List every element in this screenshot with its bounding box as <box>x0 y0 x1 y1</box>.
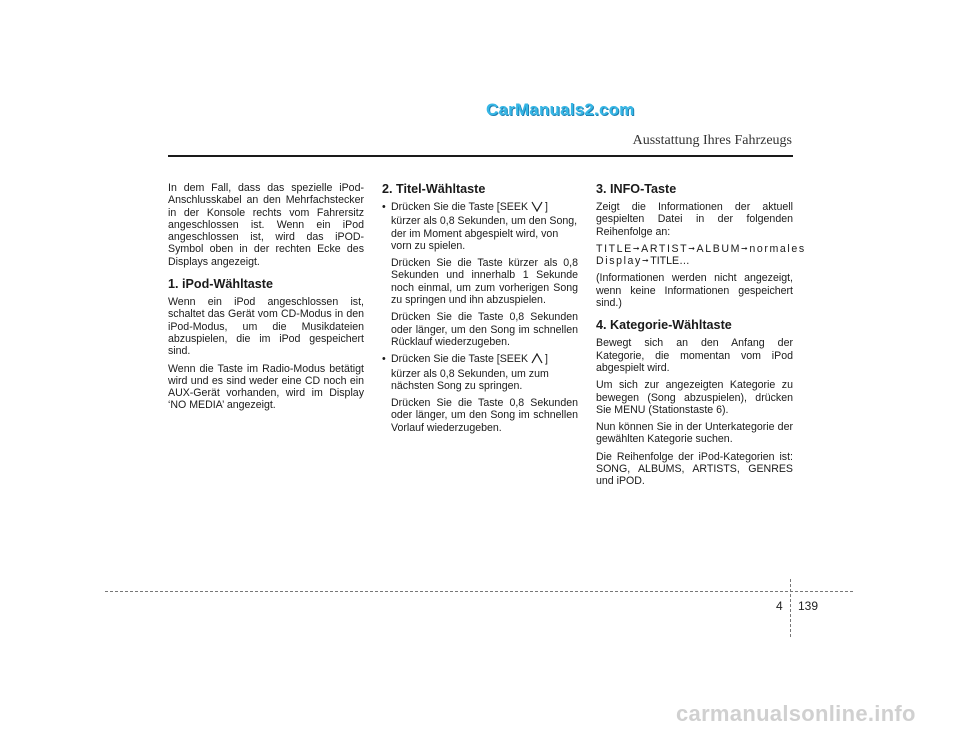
header-rule <box>168 155 793 157</box>
page-number: 139 <box>798 599 819 613</box>
section-title: Ausstattung Ihres Fahrzeugs <box>632 133 792 148</box>
column-3 <box>596 182 806 493</box>
seq-title: TITLE <box>596 242 633 255</box>
column-1 <box>168 182 364 417</box>
arrow-right-icon: ➞ <box>641 256 651 266</box>
seq-title-repeat: TITLE… <box>650 255 690 268</box>
seek-up-sub-1: Drücken Sie die Taste 0,8 Sekunden oder länger, um den Song im schnellen Vorlauf wiederzugeben. <box>391 397 578 434</box>
info-button-heading: 3. INFO-Taste <box>596 182 677 196</box>
arrow-right-icon: ➞ <box>688 243 697 253</box>
info-sequence <box>596 242 806 268</box>
arrow-right-icon: ➞ <box>741 243 750 253</box>
category-paragraph-4: Die Reihenfolge der iPod-Kategorien ist: SONG, ALBUMS, ARTISTS, GENRES und iPOD. <box>596 450 793 488</box>
intro-paragraph: In dem Fall, dass das spezielle iPod-Anschlusskabel an den Mehrfachstecker in der Konsole rechts vom Fahrersitz angeschlossen ist. Wenn ein iPod angeschlossen ist, wird das iPOD-Symbol oben in der rechten Ecke des Displays angezeigt. <box>168 182 364 268</box>
bullet-icon: • <box>382 201 386 213</box>
footer-divider <box>790 579 791 637</box>
seq-album: ALBUM <box>696 242 742 255</box>
arrow-right-icon: ➞ <box>632 243 642 253</box>
carmanualsonline-watermark: carmanualsonline.info <box>676 701 916 726</box>
category-paragraph-2: Um sich zur angezeigten Kategorie zu bewegen (Song abzuspielen), drücken Sie MENU (Stationstaste 6). <box>596 379 793 416</box>
seek-down-sub-1: Drücken Sie die Taste kürzer als 0,8 Sekunden und innerhalb 1 Sekunde noch einmal, um zum vorherigen Song zu springen und ihn abzuspielen. <box>391 257 578 307</box>
title-button-heading: 2. Titel-Wähltaste <box>382 182 486 196</box>
seek-up-text-prefix: Drücken Sie die Taste [SEEK <box>391 353 529 366</box>
seek-down-icon <box>531 201 543 215</box>
seek-up-text-suffix: ] kürzer als 0,8 Sekunden, um zum nächsten Song zu springen. <box>391 353 549 392</box>
seq-artist: ARTIST <box>641 242 689 255</box>
seek-down-text-suffix: ] kürzer als 0,8 Sekunden, um den Song, der im Moment abgespielt wird, von vorn zu spielen. <box>391 201 578 252</box>
ipod-paragraph-1: Wenn ein iPod angeschlossen ist, schaltet das Gerät vom CD-Modus in den iPod-Modus, um die Musikdateien abzuspielen, die im iPod gespeichert sind. <box>168 296 364 358</box>
carmanuals-watermark: CarManuals2.com <box>486 100 635 119</box>
chapter-number: 4 <box>776 599 783 613</box>
footer-rule <box>105 591 853 592</box>
ipod-button-heading: 1. iPod-Wähltaste <box>168 277 273 292</box>
seek-down-sub-2: Drücken Sie die Taste 0,8 Sekunden oder länger, um den Song im schnellen Rücklauf wiederzugeben. <box>391 311 578 348</box>
info-paragraph-2: (Informationen werden nicht angezeigt, wenn keine Informationen gespeichert sind.) <box>596 272 793 310</box>
list-item <box>382 201 578 252</box>
bullet-icon: • <box>382 353 386 366</box>
seek-down-text-prefix: Drücken Sie die Taste [SEEK <box>391 201 529 213</box>
seek-up-icon <box>531 353 543 367</box>
info-paragraph-1: Zeigt die Informationen der aktuell gespielten Datei in der folgenden Reihenfolge an: <box>596 201 793 238</box>
list-item <box>382 353 578 392</box>
category-paragraph-3: Nun können Sie in der Unterkategorie der gewählten Kategorie suchen. <box>596 421 793 446</box>
column-2 <box>382 182 578 439</box>
ipod-paragraph-2: Wenn die Taste im Radio-Modus betätigt wird und es sind weder eine CD noch ein AUX-Gerät vorhanden, wird im Display ‘NO MEDIA’ angezeigt. <box>168 362 364 412</box>
category-paragraph-1: Bewegt sich an den Anfang der Kategorie, die momentan vom iPod abgespielt wird. <box>596 337 793 374</box>
seq-normal-display: normales Display <box>596 242 806 268</box>
category-button-heading: 4. Kategorie-Wähltaste <box>596 318 732 333</box>
